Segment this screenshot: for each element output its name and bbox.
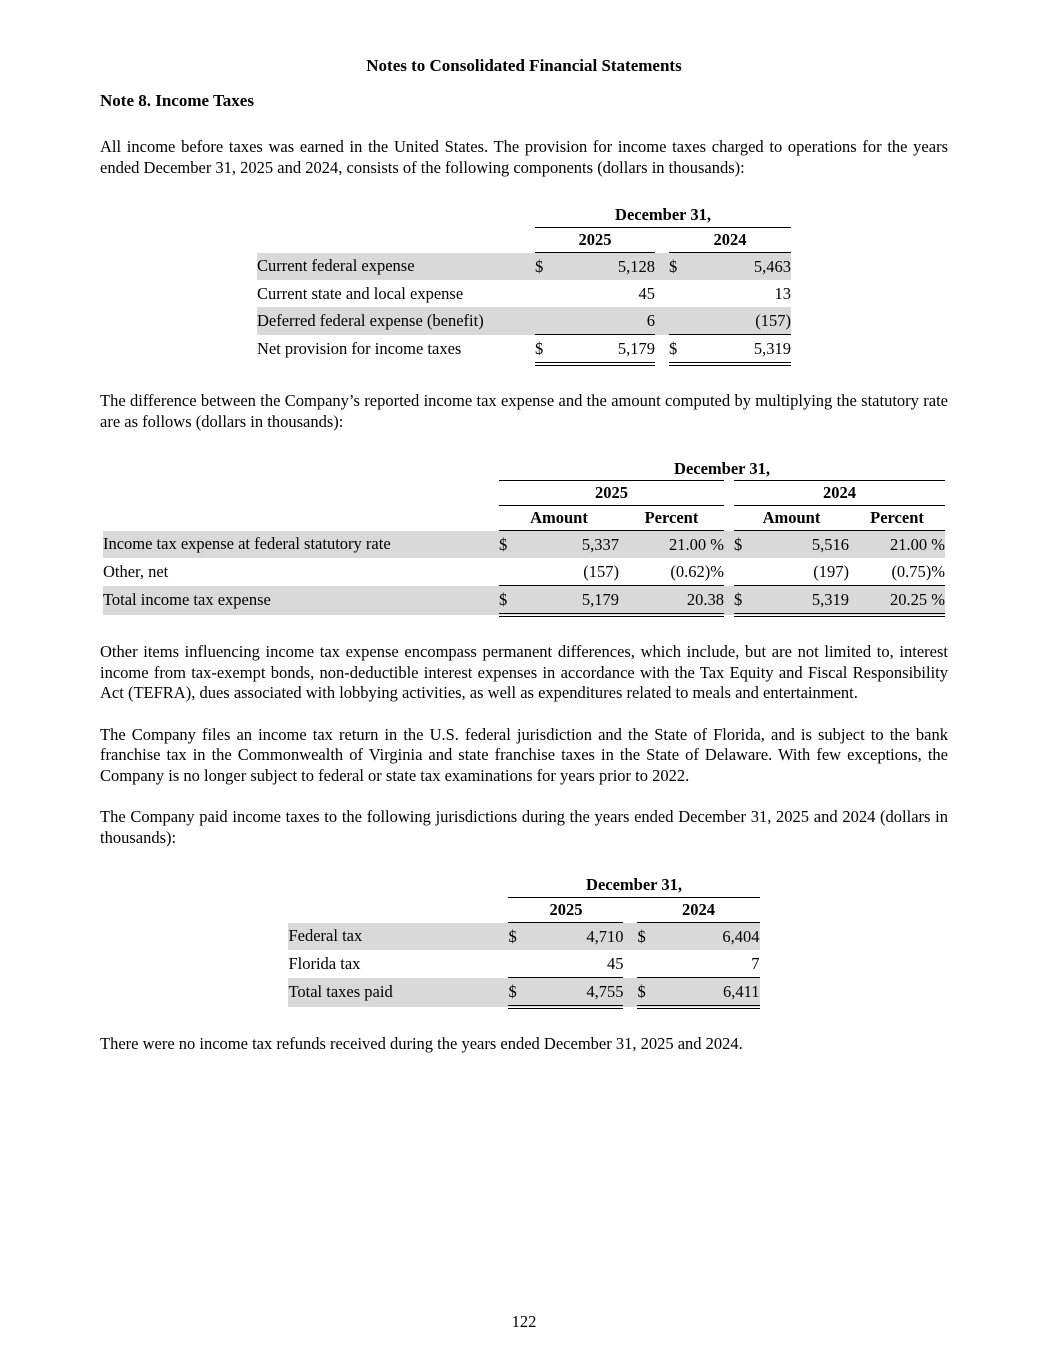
table-row <box>103 558 945 586</box>
currency-symbol <box>499 558 519 586</box>
currency-symbol: $ <box>508 978 528 1008</box>
paragraph-rate-intro: The difference between the Company’s reported income tax expense and the amount computed by multiplying the statutory rate are as follows (dollars in thousands): <box>100 391 948 431</box>
currency-symbol <box>535 280 557 307</box>
percent-2024: 20.25 % <box>849 586 945 616</box>
value-2025: 45 <box>638 283 655 303</box>
provision-table <box>257 203 791 366</box>
percent-2025: (0.62)% <box>619 558 724 586</box>
percent-2024: (0.75)% <box>849 558 945 586</box>
paid-year-2025: 2025 <box>508 898 623 923</box>
table-row <box>288 898 759 923</box>
currency-symbol: $ <box>669 253 691 281</box>
paragraph-jurisdictions: The Company files an income tax return in the U.S. federal jurisdiction and the State of Florida, and is subject to the bank franchise tax in the Commonwealth of Virginia and state franchise taxes in the State of Delaware. With few exceptions, the Company is no longer subject to federal or state tax examinations for years prior to 2022. <box>100 724 948 785</box>
spacer-cell <box>288 873 508 898</box>
spacer-cell <box>724 558 734 586</box>
table-row <box>288 873 759 898</box>
table-row <box>257 280 791 307</box>
value-2024: 6,404 <box>657 923 759 951</box>
currency-symbol: $ <box>499 531 519 559</box>
table-row <box>257 253 791 281</box>
spacer-cell <box>623 978 637 1008</box>
currency-symbol: $ <box>535 253 557 281</box>
spacer-cell <box>724 506 734 531</box>
currency-symbol: $ <box>499 586 519 616</box>
spacer-cell <box>288 898 508 923</box>
value-2025: 5,179 <box>557 335 655 365</box>
table-row <box>103 586 945 616</box>
table-row <box>103 457 945 481</box>
value-2024: (157) <box>691 307 791 335</box>
value-2025: 45 <box>528 950 623 978</box>
percent-2024: 21.00 % <box>849 531 945 559</box>
amount-2025: 5,179 <box>519 586 619 616</box>
amount-2024: 5,319 <box>754 586 849 616</box>
table-row <box>288 978 759 1008</box>
value-2025: 6 <box>557 307 655 335</box>
taxes-paid-table <box>288 873 759 1009</box>
amount-header-2025: Amount <box>499 506 619 531</box>
percent-header-2025: Percent <box>619 506 724 531</box>
amount-2024: 5,516 <box>754 531 849 559</box>
currency-symbol <box>669 280 691 307</box>
currency-symbol: $ <box>637 923 657 951</box>
amount-2025: (157) <box>519 558 619 586</box>
row-label: Total income tax expense <box>103 586 499 616</box>
amount-2025: 5,337 <box>519 531 619 559</box>
currency-symbol: $ <box>637 978 657 1008</box>
provision-date-header: December 31, <box>535 203 791 228</box>
value-2025: 4,755 <box>528 978 623 1008</box>
spacer-cell <box>655 335 669 365</box>
currency-symbol <box>669 307 691 335</box>
table-row <box>257 228 791 253</box>
value-2024: 13 <box>774 283 792 303</box>
value-2024: 5,319 <box>691 335 791 365</box>
table-row <box>103 531 945 559</box>
percent-2025: 21.00 % <box>619 531 724 559</box>
row-label: Net provision for income taxes <box>256 339 462 359</box>
table-row <box>103 481 945 506</box>
spacer-cell <box>257 228 535 253</box>
value-2025: 5,128 <box>557 253 655 281</box>
value-2024: 6,411 <box>657 978 759 1008</box>
row-label: Income tax expense at federal statutory rate <box>103 531 499 559</box>
table-row <box>257 203 791 228</box>
currency-symbol: $ <box>508 923 528 951</box>
currency-symbol: $ <box>535 335 557 365</box>
spacer-cell <box>724 531 734 559</box>
paragraph-no-refunds: There were no income tax refunds received during the years ended December 31, 2025 and 2024. <box>100 1034 743 1053</box>
value-2024: 7 <box>657 950 759 978</box>
paid-date-header: December 31, <box>508 873 759 898</box>
paragraph-other-items: Other items influencing income tax expense encompass permanent differences, which include, but are not limited to, interest income from tax-exempt bonds, non-deductible interest expenses in accordance with the Tax Equity and Fiscal Responsibility Act (TEFRA), dues associated with lobbying activities, as well as expenditures related to meals and entertainment. <box>100 642 948 702</box>
spacer-cell <box>655 307 669 335</box>
percent-header-2024: Percent <box>849 506 945 531</box>
spacer-cell <box>103 506 499 531</box>
table-row <box>288 950 759 978</box>
provision-year-2025: 2025 <box>535 228 655 253</box>
page-number: 122 <box>511 1312 537 1331</box>
paragraph-provision-intro: All income before taxes was earned in the United States. The provision for income taxes charged to operations for the years ended December 31, 2025 and 2024, consists of the following components (dollars in thousands): <box>100 137 948 177</box>
row-label: Other, net <box>102 561 169 581</box>
currency-symbol: $ <box>734 586 754 616</box>
row-label: Florida tax <box>288 953 361 973</box>
currency-symbol: $ <box>669 335 691 365</box>
currency-symbol <box>637 950 657 978</box>
spacer-cell <box>103 481 499 506</box>
spacer-cell <box>655 280 669 307</box>
row-label: Total taxes paid <box>288 978 508 1008</box>
amount-header-2024: Amount <box>734 506 849 531</box>
table-row <box>257 307 791 335</box>
table-row <box>103 506 945 531</box>
note-heading: Note 8. Income Taxes <box>100 91 254 110</box>
spacer-cell <box>623 898 637 923</box>
rate-date-header: December 31, <box>499 457 945 481</box>
row-label: Current federal expense <box>257 253 535 281</box>
rate-year-2025: 2025 <box>499 481 724 506</box>
spacer-cell <box>724 481 734 506</box>
value-2024: 5,463 <box>691 253 791 281</box>
spacer-cell <box>655 228 669 253</box>
currency-symbol <box>508 950 528 978</box>
provision-year-2024: 2024 <box>669 228 791 253</box>
currency-symbol <box>535 307 557 335</box>
currency-symbol: $ <box>734 531 754 559</box>
currency-symbol <box>734 558 754 586</box>
document-title: Notes to Consolidated Financial Statements <box>366 56 682 75</box>
percent-2025: 20.38 <box>619 586 724 616</box>
paid-year-2024: 2024 <box>637 898 759 923</box>
paragraph-taxes-paid-intro: The Company paid income taxes to the following jurisdictions during the years ended December 31, 2025 and 2024 (dollars in thousands): <box>100 807 948 847</box>
row-label: Current state and local expense <box>256 283 464 303</box>
spacer-cell <box>103 457 499 481</box>
row-label: Deferred federal expense (benefit) <box>257 307 535 335</box>
amount-2024: (197) <box>754 558 849 586</box>
row-label: Federal tax <box>288 923 508 951</box>
rate-year-2024: 2024 <box>734 481 945 506</box>
spacer-cell <box>655 253 669 281</box>
table-row <box>288 923 759 951</box>
spacer-cell <box>724 586 734 616</box>
spacer-cell <box>623 950 637 978</box>
spacer-cell <box>257 203 535 228</box>
table-row <box>257 335 791 365</box>
spacer-cell <box>623 923 637 951</box>
rate-reconciliation-table <box>103 457 945 617</box>
value-2025: 4,710 <box>528 923 623 951</box>
